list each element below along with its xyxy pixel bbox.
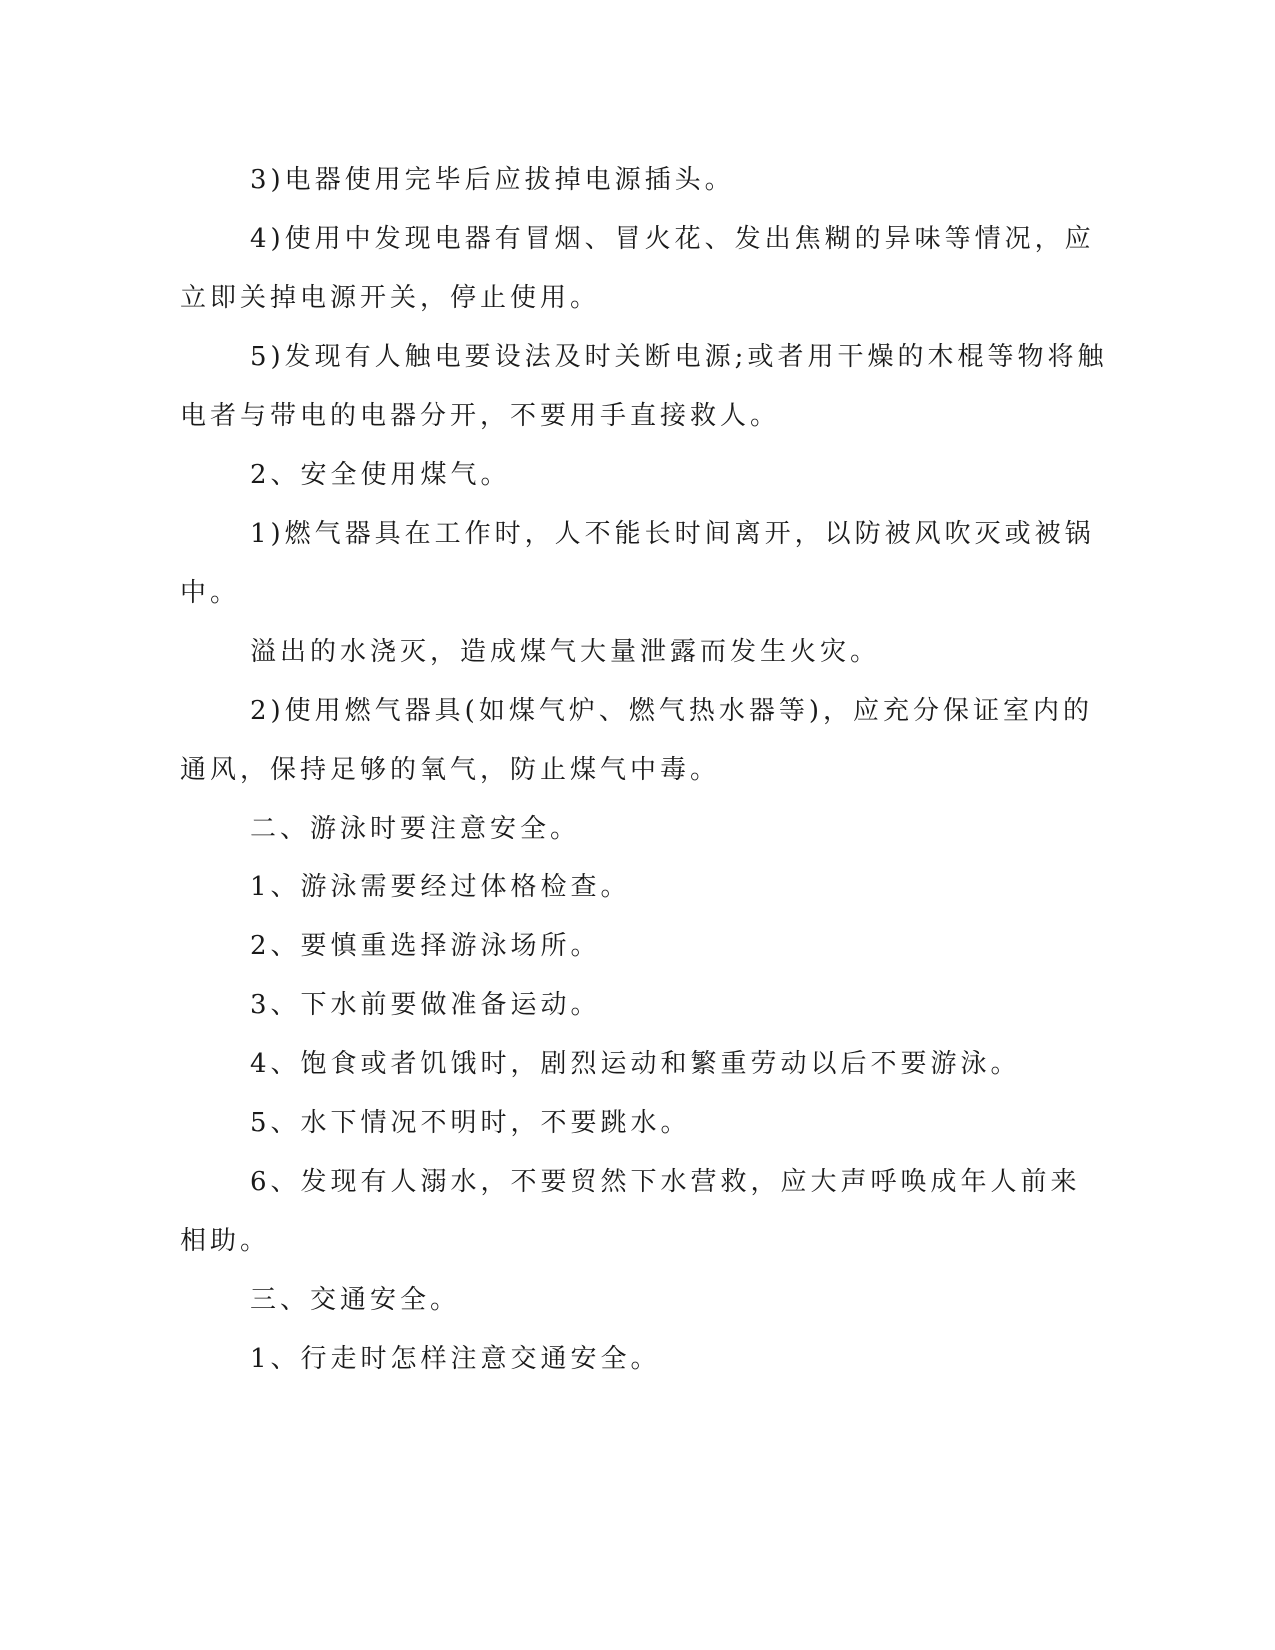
text-line: 4)使用中发现电器有冒烟、冒火花、发出焦糊的异味等情况，应 [250, 224, 1095, 254]
text-line: 电者与带电的电器分开，不要用手直接救人。 [180, 401, 781, 431]
list-item: 2、要慎重选择游泳场所。 [250, 931, 601, 961]
list-item: 4、饱食或者饥饿时，剧烈运动和繁重劳动以后不要游泳。 [250, 1049, 1021, 1079]
text-line: 3)电器使用完毕后应拔掉电源插头。 [250, 165, 735, 195]
section-heading: 2、安全使用煤气。 [250, 460, 511, 490]
text-line: 中。 [180, 578, 241, 608]
text-line: 1)燃气器具在工作时，人不能长时间离开，以防被风吹灭或被锅 [250, 519, 1095, 549]
text-line: 溢出的水浇灭，造成煤气大量泄露而发生火灾。 [250, 637, 881, 667]
list-item: 6、发现有人溺水，不要贸然下水营救，应大声呼唤成年人前来 [250, 1167, 1081, 1197]
text-line: 相助。 [180, 1226, 271, 1256]
list-item: 1、行走时怎样注意交通安全。 [250, 1344, 661, 1374]
text-line: 立即关掉电源开关，停止使用。 [180, 283, 601, 313]
list-item: 1、游泳需要经过体格检查。 [250, 872, 631, 902]
text-line: 2)使用燃气器具(如煤气炉、燃气热水器等)，应充分保证室内的 [250, 696, 1093, 726]
section-heading: 三、交通安全。 [250, 1285, 461, 1315]
text-line: 通风，保持足够的氧气，防止煤气中毒。 [180, 755, 721, 785]
list-item: 3、下水前要做准备运动。 [250, 990, 601, 1020]
section-heading: 二、游泳时要注意安全。 [250, 814, 581, 844]
list-item: 5、水下情况不明时，不要跳水。 [250, 1108, 691, 1138]
text-line: 5)发现有人触电要设法及时关断电源;或者用干燥的木棍等物将触 [250, 342, 1108, 372]
